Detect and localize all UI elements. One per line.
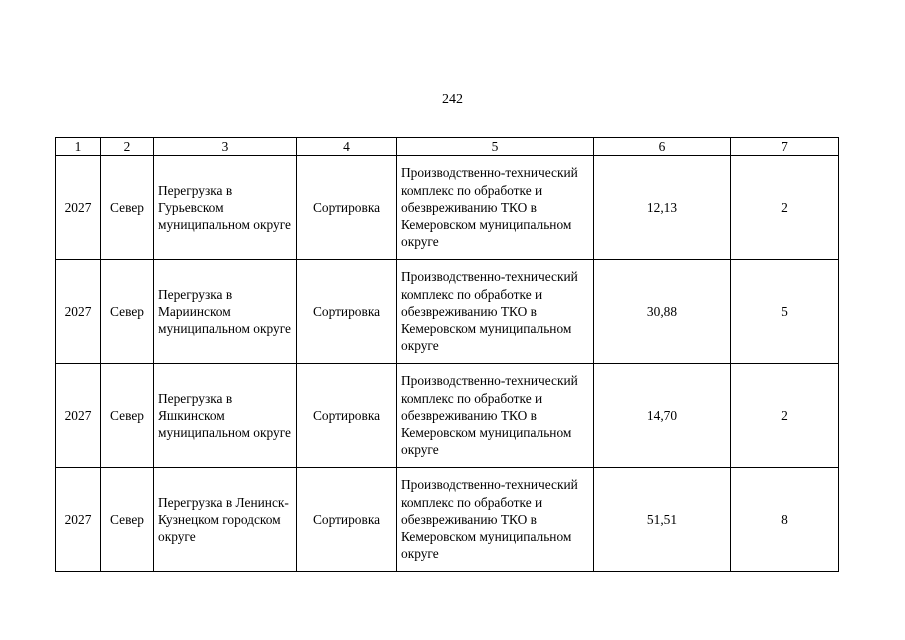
data-table bbox=[55, 137, 839, 572]
page-number: 242 bbox=[442, 92, 463, 107]
table-row bbox=[56, 468, 839, 572]
table-row bbox=[56, 364, 839, 468]
operation-cell: Сортировка bbox=[297, 364, 397, 468]
column-header-5: 5 bbox=[397, 138, 594, 156]
column-header-1: 1 bbox=[56, 138, 101, 156]
destination-cell: Производственно-технический комплекс по обработке и обезвреживанию ТКО в Кемеровском муниципальном округе bbox=[397, 468, 594, 572]
column-header-6: 6 bbox=[594, 138, 731, 156]
year-cell: 2027 bbox=[56, 364, 101, 468]
source-cell: Перегрузка в Ленинск-Кузнецком городском округе bbox=[154, 468, 297, 572]
column-header-3: 3 bbox=[154, 138, 297, 156]
count-cell: 2 bbox=[731, 364, 839, 468]
count-cell: 5 bbox=[731, 260, 839, 364]
count-cell: 2 bbox=[731, 156, 839, 260]
operation-cell: Сортировка bbox=[297, 260, 397, 364]
year-cell: 2027 bbox=[56, 260, 101, 364]
count-cell: 8 bbox=[731, 468, 839, 572]
year-cell: 2027 bbox=[56, 468, 101, 572]
column-header-7: 7 bbox=[731, 138, 839, 156]
source-cell: Перегрузка в Гурьевском муниципальном округе bbox=[154, 156, 297, 260]
column-header-4: 4 bbox=[297, 138, 397, 156]
column-header-2: 2 bbox=[101, 138, 154, 156]
region-cell: Север bbox=[101, 156, 154, 260]
table-row bbox=[56, 156, 839, 260]
year-cell: 2027 bbox=[56, 156, 101, 260]
source-cell: Перегрузка в Мариинском муниципальном округе bbox=[154, 260, 297, 364]
distance-cell: 51,51 bbox=[594, 468, 731, 572]
region-cell: Север bbox=[101, 364, 154, 468]
destination-cell: Производственно-технический комплекс по обработке и обезвреживанию ТКО в Кемеровском муниципальном округе bbox=[397, 260, 594, 364]
header-row bbox=[56, 138, 839, 156]
source-cell: Перегрузка в Яшкинском муниципальном округе bbox=[154, 364, 297, 468]
distance-cell: 14,70 bbox=[594, 364, 731, 468]
destination-cell: Производственно-технический комплекс по обработке и обезвреживанию ТКО в Кемеровском муниципальном округе bbox=[397, 156, 594, 260]
operation-cell: Сортировка bbox=[297, 468, 397, 572]
distance-cell: 12,13 bbox=[594, 156, 731, 260]
region-cell: Север bbox=[101, 260, 154, 364]
operation-cell: Сортировка bbox=[297, 156, 397, 260]
destination-cell: Производственно-технический комплекс по обработке и обезвреживанию ТКО в Кемеровском муниципальном округе bbox=[397, 364, 594, 468]
distance-cell: 30,88 bbox=[594, 260, 731, 364]
region-cell: Север bbox=[101, 468, 154, 572]
table-row bbox=[56, 260, 839, 364]
